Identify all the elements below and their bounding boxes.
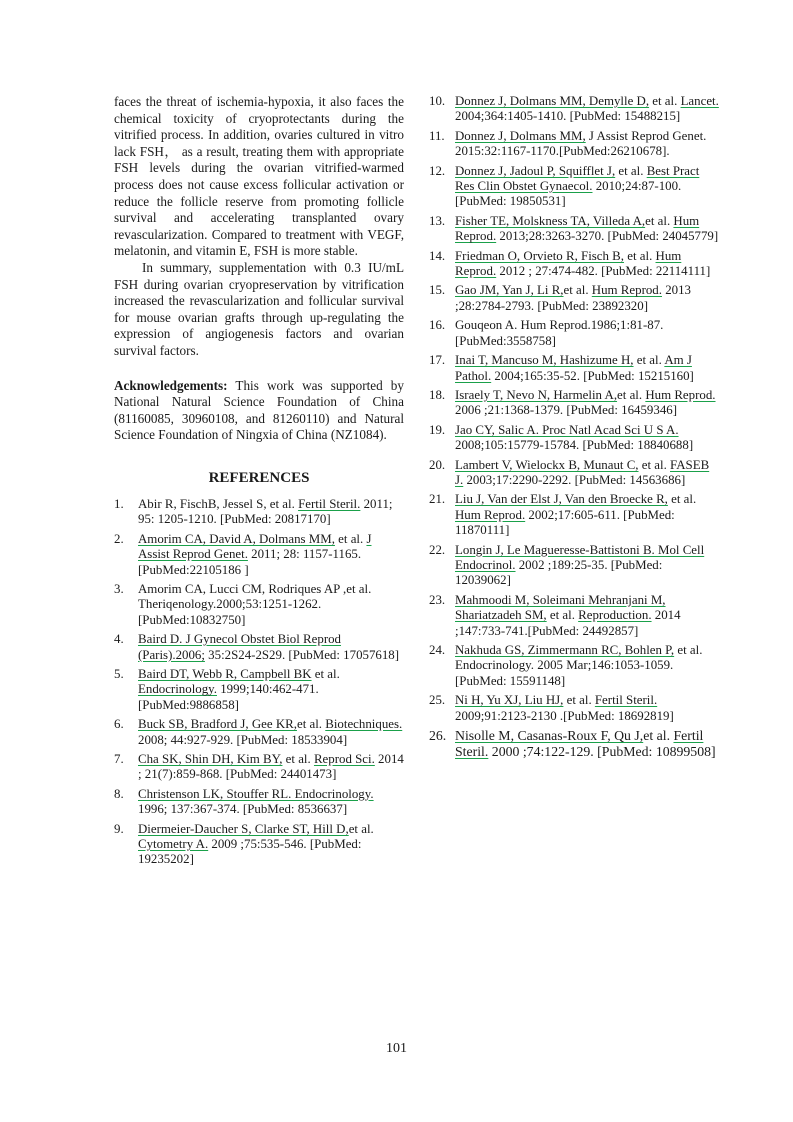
reference-number: 21. [429, 492, 446, 507]
reference-text: 1996; 137:367-374. [PubMed: 8536637] [138, 802, 348, 817]
reference-text: et al. [645, 213, 674, 228]
reference-item [429, 94, 719, 125]
right-column [429, 94, 719, 765]
reference-linked-journal[interactable]: Fertil Steril. [298, 496, 361, 511]
reference-item [429, 458, 719, 489]
reference-text: et al. [649, 94, 681, 108]
reference-item [114, 822, 404, 868]
reference-linked-journal[interactable]: FASEB J. [455, 457, 710, 487]
reference-text: et al. [296, 717, 326, 732]
reference-number: 9. [114, 821, 124, 836]
reference-text: et al. Endocrinology. 2005 Mar;146:1053-1059. [PubMed: 15591148] [455, 643, 703, 688]
reference-linked-authors[interactable]: Ni H, Yu XJ, Liu HJ, [455, 693, 564, 708]
reference-linked-authors[interactable]: Christenson LK, Stouffer RL. Endocrinology. [138, 786, 374, 801]
references-heading: REFERENCES [208, 469, 310, 486]
reference-linked-authors[interactable]: Fisher TE, Molskness TA, Villeda A, [455, 213, 646, 228]
reference-item [114, 497, 404, 528]
reference-item [429, 283, 719, 314]
reference-linked-journal[interactable]: Hum Reprod. [455, 507, 526, 522]
reference-linked-journal[interactable]: Reproduction. [578, 608, 652, 623]
reference-text: et al. [311, 666, 340, 681]
reference-number: 11. [429, 128, 445, 143]
reference-details: 2014 ; 21(7):859-868. [PubMed: 24401473] [138, 751, 404, 782]
reference-number: 20. [429, 457, 446, 472]
reference-number: 3. [114, 581, 124, 596]
reference-item [429, 728, 719, 761]
reference-number: 4. [114, 632, 124, 647]
reference-text: Gouqeon A. Hum Reprod.1986;1:81-87.[PubMed:3558758] [455, 318, 664, 348]
reference-text: et al. [624, 248, 656, 263]
reference-item [429, 693, 719, 724]
reference-item [429, 249, 719, 280]
reference-details: 1999;140:462-471. [PubMed:9886858] [138, 682, 319, 712]
reference-number: 6. [114, 717, 124, 732]
reference-details: 2004;364:1405-1410. [PubMed: 15488215] [455, 109, 681, 124]
reference-details: 2014 ;147:733-741.[PubMed: 24492857] [455, 608, 681, 638]
acknowledgements [114, 378, 404, 444]
reference-linked-authors[interactable]: Buck SB, Bradford J, Gee KR, [138, 717, 297, 732]
reference-linked-authors[interactable]: Mahmoodi M, Soleimani Mehranjani M, Shariatzadeh SM, [455, 592, 666, 623]
reference-item [429, 643, 719, 689]
reference-text: et al. [282, 751, 314, 766]
left-column [114, 94, 404, 872]
page-number: 101 [386, 1041, 407, 1056]
reference-linked-authors[interactable]: Gao JM, Yan J, Li R, [455, 283, 564, 298]
reference-details: 2004;165:35-52. [PubMed: 15215160] [491, 368, 694, 383]
reference-number: 7. [114, 751, 124, 766]
reference-number: 16. [429, 318, 446, 333]
reference-text: et al. [617, 387, 646, 402]
reference-item [114, 532, 404, 578]
reference-text: Abir R, FischB, Jessel S, et al. [138, 496, 299, 511]
reference-number: 12. [429, 163, 446, 178]
reference-linked-authors[interactable]: Longin J, Le Magueresse-Battistoni B. Mol Cell Endocrinol. [455, 542, 705, 572]
body-paragraph-1: faces the threat of ischemia-hypoxia, it also faces the chemical toxicity of cryoprotectants during the vitrified process. In addition, ovaries cultured in vitro lack FSH， as a result, treating them with appropriate FSH levels during the ovarian vitrified-warmed process does not cause excess follicular activation or reduce the follicle reserve from promoting follicle survival and accelerating transplanted ovary revascularization. Compared to treatment with VEGF, melatonin, and vitamin E, FSH is more stable. [114, 94, 404, 259]
reference-text: et al. [563, 283, 592, 298]
reference-number: 22. [429, 542, 446, 557]
reference-linked-authors[interactable]: Lambert V, Wielockx B, Munaut C, [455, 457, 639, 472]
reference-text: 2002 ;189:25-35. [PubMed: 12039062] [455, 557, 663, 588]
reference-linked-authors[interactable]: Inai T, Mancuso M, Hashizume H, [455, 353, 634, 368]
reference-text: et al. [643, 728, 674, 744]
reference-details: 2003;17:2290-2292. [PubMed: 14563686] [463, 472, 686, 487]
reference-linked-authors[interactable]: Donnez J, Jadoul P, Squifflet J, [455, 163, 616, 178]
reference-linked-journal[interactable]: Reprod Sci. [313, 751, 375, 766]
reference-linked-journal[interactable]: Endocrinology. [138, 682, 217, 697]
body-paragraph-2: In summary, supplementation with 0.3 IU/mL FSH during ovarian cryopreservation by vitrification increased the revascularization and follicular survival for mouse ovarian grafts through up-regulating the expression of angiogenesis factors and ovarian survival factors. [114, 259, 404, 358]
reference-linked-journal[interactable]: Hum Reprod. [645, 387, 716, 402]
reference-linked-journal[interactable]: Biotechniques. [325, 717, 403, 732]
reference-number: 25. [429, 693, 446, 708]
reference-linked-journal[interactable]: Fertil Steril. [594, 693, 658, 708]
reference-number: 15. [429, 283, 446, 298]
reference-linked-authors[interactable]: Donnez J, Dolmans MM, [455, 128, 586, 143]
reference-number: 23. [429, 592, 446, 607]
reference-item [429, 214, 719, 245]
reference-text: 2008;105:15779-15784. [PubMed: 18840688] [455, 438, 694, 453]
reference-item [114, 752, 404, 783]
reference-details: 2012 ; 27:474-482. [PubMed: 22114111] [496, 264, 711, 279]
reference-text: et al. [348, 821, 374, 836]
reference-number: 5. [114, 666, 124, 681]
acknowledgements-label: Acknowledgements: [114, 377, 228, 393]
reference-item [429, 129, 719, 160]
reference-number: 8. [114, 786, 124, 801]
reference-linked-journal[interactable]: Cytometry A. [138, 837, 209, 851]
reference-linked-authors[interactable]: Liu J, Van der Elst J, Van den Broecke R, [455, 492, 668, 507]
reference-linked-journal[interactable]: Lancet. [680, 94, 719, 108]
reference-linked-authors[interactable]: Jao CY, Salic A. Proc Natl Acad Sci U S A. [455, 422, 679, 437]
reference-linked-authors[interactable]: Donnez J, Dolmans MM, Demylle D, [455, 94, 650, 108]
reference-list-left [114, 497, 404, 868]
reference-linked-authors[interactable]: Diermeier-Daucher S, Clarke ST, Hill D, [138, 821, 349, 836]
reference-details: 2010;24:87-100. [PubMed: 19850531] [455, 179, 682, 209]
reference-linked-authors[interactable]: Israely T, Nevo N, Harmelin A, [455, 387, 618, 402]
reference-item [429, 388, 719, 419]
reference-details: 2008; 44:927-929. [PubMed: 18533904] [138, 732, 348, 747]
reference-item [429, 318, 719, 349]
reference-number: 18. [429, 387, 446, 402]
reference-text: et al. [563, 693, 595, 708]
reference-linked-journal[interactable]: Hum Reprod. [591, 283, 662, 298]
reference-item [114, 632, 404, 663]
reference-linked-authors[interactable]: Baird D. J Gynecol Obstet Biol Reprod (Paris).2006; [138, 632, 342, 662]
reference-linked-journal[interactable]: Best Pract Res Clin Obstet Gynaecol. [455, 163, 700, 194]
reference-text: 35:2S24-2S29. [PubMed: 17057618] [204, 647, 400, 662]
reference-linked-authors[interactable]: Friedman O, Orvieto R, Fisch B, [455, 248, 625, 263]
reference-details: 2013 ;28:2784-2793. [PubMed: 23892320] [455, 283, 691, 313]
reference-text: J Assist Reprod Genet. 2015:32:1167-1170.[PubMed:26210678]. [455, 128, 707, 159]
reference-item [429, 492, 719, 538]
reference-item [114, 667, 404, 713]
reference-number: 26. [429, 728, 447, 744]
reference-linked-journal[interactable]: Hum Reprod. [455, 213, 700, 244]
reference-number: 2. [114, 531, 124, 546]
reference-text: et al. [667, 492, 697, 507]
reference-details: 2006 ;21:1368-1379. [PubMed: 16459346] [455, 403, 677, 418]
reference-details: 2000 ;74:122-129. [PubMed: 10899508] [488, 744, 716, 760]
reference-text: et al. [633, 353, 665, 368]
reference-linked-journal[interactable]: Am J Pathol. [455, 353, 692, 383]
reference-item [114, 582, 404, 628]
reference-linked-authors[interactable]: Amorim CA, David A, Dolmans MM, [138, 531, 335, 546]
reference-text: et al. [546, 608, 579, 623]
reference-item [429, 543, 719, 589]
reference-linked-authors[interactable]: Baird DT, Webb R, Campbell BK [138, 666, 312, 681]
reference-linked-journal[interactable]: Fertil Steril. [455, 728, 704, 760]
reference-number: 14. [429, 248, 446, 263]
reference-details: 2011; 95: 1205-1210. [PubMed: 20817170] [138, 496, 393, 527]
reference-item [429, 593, 719, 639]
reference-item [429, 423, 719, 454]
reference-details: 2011; 28: 1157-1165.[PubMed:22105186 ] [138, 547, 362, 577]
reference-text: et al. [334, 531, 367, 546]
acknowledgements-text: This work was supported by National Natural Science Foundation of China (81160085, 30960108, and 81260110) and Natural Science Foundation of Ningxia of China (NZ1084). [114, 377, 404, 443]
reference-linked-journal[interactable]: Hum Reprod. [455, 248, 682, 279]
reference-text: et al. [638, 457, 671, 472]
reference-item [114, 717, 404, 748]
reference-details: 2009;91:2123-2130 .[PubMed: 18692819] [455, 708, 674, 723]
reference-number: 19. [429, 422, 446, 437]
reference-details: 2013;28:3263-3270. [PubMed: 24045779] [496, 229, 719, 244]
reference-item [114, 787, 404, 818]
reference-linked-journal[interactable]: J Assist Reprod Genet. [138, 531, 372, 562]
reference-number: 1. [114, 496, 124, 511]
reference-number: 24. [429, 643, 446, 657]
reference-details: 2002;17:605-611. [PubMed: 11870111] [455, 507, 675, 538]
reference-item [429, 164, 719, 210]
reference-number: 10. [429, 94, 446, 108]
reference-linked-authors[interactable]: Nisolle M, Casanas-Roux F, Qu J, [455, 728, 644, 744]
reference-details: 2009 ;75:535-546. [PubMed: 19235202] [138, 837, 362, 867]
reference-number: 17. [429, 353, 446, 368]
reference-number: 13. [429, 213, 446, 228]
reference-linked-authors[interactable]: Nakhuda GS, Zimmermann RC, Bohlen P, [455, 643, 675, 657]
reference-linked-authors[interactable]: Cha SK, Shin DH, Kim BY, [138, 751, 283, 766]
reference-item [429, 353, 719, 384]
reference-text: Amorim CA, Lucci CM, Rodriques AP ,et al. Theriqenology.2000;53:1251-1262.[PubMed:10832750] [138, 581, 372, 627]
reference-list-right [429, 94, 719, 761]
reference-text: et al. [615, 163, 647, 178]
